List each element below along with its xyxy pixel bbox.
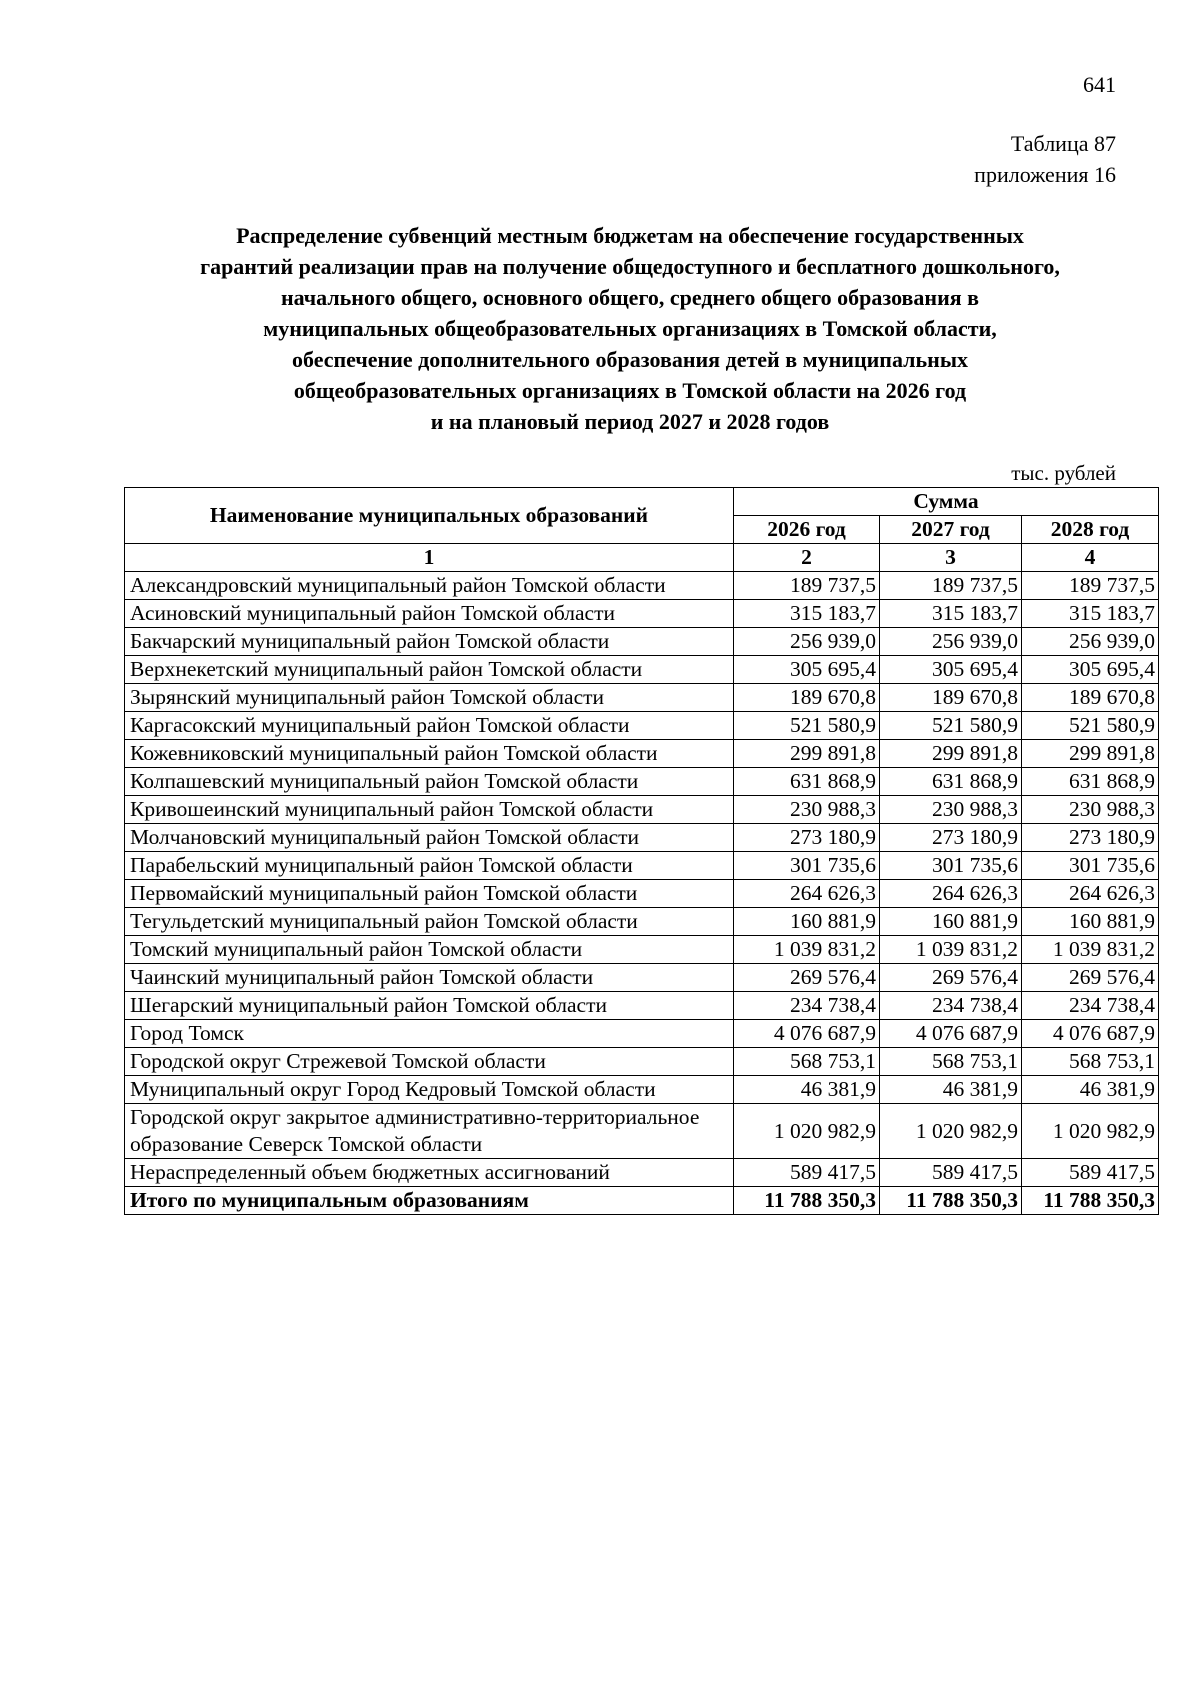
amount-cell-2028: 264 626,3	[1022, 880, 1159, 908]
amount-cell-2026: 269 576,4	[734, 964, 880, 992]
amount-cell-2026: 230 988,3	[734, 796, 880, 824]
column-number: 2	[734, 544, 880, 572]
amount-cell-2026: 46 381,9	[734, 1076, 880, 1104]
amount-cell-2027: 264 626,3	[880, 880, 1022, 908]
table-row	[125, 572, 1159, 600]
amount-cell-2026: 568 753,1	[734, 1048, 880, 1076]
municipality-name-cell: Кривошеинский муниципальный район Томской области	[125, 796, 734, 824]
amount-cell-2028: 160 881,9	[1022, 908, 1159, 936]
title-line: Распределение субвенций местным бюджетам на обеспечение государственных	[236, 223, 1024, 248]
total-label-cell: Итого по муниципальным образованиям	[125, 1187, 734, 1215]
header-year-2028: 2028 год	[1022, 516, 1159, 544]
amount-cell-2028: 1 020 982,9	[1022, 1104, 1159, 1159]
amount-cell-2027: 299 891,8	[880, 740, 1022, 768]
table-row	[125, 600, 1159, 628]
title-line: начального общего, основного общего, среднего общего образования в	[280, 285, 980, 310]
amount-cell-2026: 1 020 982,9	[734, 1104, 880, 1159]
municipality-name-cell: Муниципальный округ Город Кедровый Томской области	[125, 1076, 734, 1104]
amount-cell-2026: 631 868,9	[734, 768, 880, 796]
municipality-name-cell: Чаинский муниципальный район Томской области	[125, 964, 734, 992]
amount-cell-2028: 301 735,6	[1022, 852, 1159, 880]
amount-cell-2028: 631 868,9	[1022, 768, 1159, 796]
header-year-2027: 2027 год	[880, 516, 1022, 544]
table-row	[125, 796, 1159, 824]
subvention-table	[124, 487, 1159, 1215]
amount-cell-2027: 521 580,9	[880, 712, 1022, 740]
amount-cell-2027: 305 695,4	[880, 656, 1022, 684]
title-line: общеобразовательных организациях в Томской области на 2026 год	[293, 378, 967, 403]
table-header-row	[125, 488, 1159, 516]
header-municipality-name: Наименование муниципальных образований	[125, 488, 734, 544]
amount-cell-2027: 189 670,8	[880, 684, 1022, 712]
amount-cell-2027: 230 988,3	[880, 796, 1022, 824]
total-amount-cell-2026: 11 788 350,3	[734, 1187, 880, 1215]
municipality-name-cell: Первомайский муниципальный район Томской области	[125, 880, 734, 908]
municipality-name-cell: Городской округ закрытое административно-территориальное образование Северск Томской области	[125, 1104, 734, 1159]
amount-cell-2028: 521 580,9	[1022, 712, 1159, 740]
amount-cell-2028: 568 753,1	[1022, 1048, 1159, 1076]
amount-cell-2027: 46 381,9	[880, 1076, 1022, 1104]
amount-cell-2028: 273 180,9	[1022, 824, 1159, 852]
amount-cell-2026: 189 670,8	[734, 684, 880, 712]
page-number: 641	[1083, 72, 1116, 97]
amount-cell-2028: 189 737,5	[1022, 572, 1159, 600]
amount-cell-2027: 1 020 982,9	[880, 1104, 1022, 1159]
column-number: 4	[1022, 544, 1159, 572]
table-row	[125, 656, 1159, 684]
amount-cell-2027: 273 180,9	[880, 824, 1022, 852]
table-number: Таблица 87	[1010, 131, 1116, 156]
table-row	[125, 628, 1159, 656]
title-line: и на плановый период 2027 и 2028 годов	[430, 409, 830, 434]
title-line: муниципальных общеобразовательных организациях в Томской области,	[263, 316, 997, 341]
table-row	[125, 768, 1159, 796]
amount-cell-2027: 4 076 687,9	[880, 1020, 1022, 1048]
amount-cell-2027: 189 737,5	[880, 572, 1022, 600]
amount-cell-2027: 269 576,4	[880, 964, 1022, 992]
table-row	[125, 852, 1159, 880]
amount-cell-2026: 264 626,3	[734, 880, 880, 908]
amount-cell-2028: 256 939,0	[1022, 628, 1159, 656]
amount-cell-2027: 234 738,4	[880, 992, 1022, 1020]
amount-cell-2026: 301 735,6	[734, 852, 880, 880]
amount-cell-2027: 256 939,0	[880, 628, 1022, 656]
municipality-name-cell: Томский муниципальный район Томской области	[125, 936, 734, 964]
table-row	[125, 1048, 1159, 1076]
amount-cell-2028: 315 183,7	[1022, 600, 1159, 628]
amount-cell-2028: 46 381,9	[1022, 1076, 1159, 1104]
table-row	[125, 1076, 1159, 1104]
municipality-name-cell: Молчановский муниципальный район Томской области	[125, 824, 734, 852]
document-title	[100, 220, 1160, 437]
amount-cell-2026: 4 076 687,9	[734, 1020, 880, 1048]
amount-cell-2027: 160 881,9	[880, 908, 1022, 936]
title-line: гарантий реализации прав на получение общедоступного и бесплатного дошкольного,	[200, 254, 1060, 279]
table-row	[125, 1159, 1159, 1187]
amount-cell-2028: 299 891,8	[1022, 740, 1159, 768]
title-line: обеспечение дополнительного образования детей в муниципальных	[291, 347, 968, 372]
header-year-2026: 2026 год	[734, 516, 880, 544]
municipality-name-cell: Город Томск	[125, 1020, 734, 1048]
municipality-name-cell: Тегульдетский муниципальный район Томской области	[125, 908, 734, 936]
table-row	[125, 964, 1159, 992]
table-reference	[974, 128, 1116, 190]
amount-cell-2027: 301 735,6	[880, 852, 1022, 880]
amount-cell-2026: 189 737,5	[734, 572, 880, 600]
amount-cell-2028: 230 988,3	[1022, 796, 1159, 824]
table-row	[125, 936, 1159, 964]
amount-cell-2026: 234 738,4	[734, 992, 880, 1020]
units-label: тыс. рублей	[1011, 461, 1116, 485]
table-row	[125, 908, 1159, 936]
municipality-name-cell: Верхнекетский муниципальный район Томской области	[125, 656, 734, 684]
table-row	[125, 880, 1159, 908]
amount-cell-2028: 589 417,5	[1022, 1159, 1159, 1187]
amount-cell-2028: 269 576,4	[1022, 964, 1159, 992]
table-row	[125, 824, 1159, 852]
column-numbers-row	[125, 544, 1159, 572]
municipality-name-cell: Колпашевский муниципальный район Томской области	[125, 768, 734, 796]
amount-cell-2028: 189 670,8	[1022, 684, 1159, 712]
municipality-name-cell: Нераспределенный объем бюджетных ассигнований	[125, 1159, 734, 1187]
amount-cell-2026: 521 580,9	[734, 712, 880, 740]
municipality-name-cell: Парабельский муниципальный район Томской области	[125, 852, 734, 880]
total-amount-cell-2027: 11 788 350,3	[880, 1187, 1022, 1215]
table-row	[125, 684, 1159, 712]
municipality-name-cell: Кожевниковский муниципальный район Томской области	[125, 740, 734, 768]
appendix-number: приложения 16	[974, 162, 1116, 187]
amount-cell-2026: 256 939,0	[734, 628, 880, 656]
municipality-name-cell: Городской округ Стрежевой Томской области	[125, 1048, 734, 1076]
column-number: 3	[880, 544, 1022, 572]
header-sum: Сумма	[734, 488, 1159, 516]
amount-cell-2028: 4 076 687,9	[1022, 1020, 1159, 1048]
column-number: 1	[125, 544, 734, 572]
amount-cell-2026: 273 180,9	[734, 824, 880, 852]
table-row	[125, 740, 1159, 768]
amount-cell-2027: 631 868,9	[880, 768, 1022, 796]
amount-cell-2026: 315 183,7	[734, 600, 880, 628]
municipality-name-cell: Каргасокский муниципальный район Томской области	[125, 712, 734, 740]
table-row	[125, 1020, 1159, 1048]
amount-cell-2026: 160 881,9	[734, 908, 880, 936]
amount-cell-2027: 1 039 831,2	[880, 936, 1022, 964]
total-amount-cell-2028: 11 788 350,3	[1022, 1187, 1159, 1215]
total-row	[125, 1187, 1159, 1215]
amount-cell-2026: 1 039 831,2	[734, 936, 880, 964]
amount-cell-2027: 315 183,7	[880, 600, 1022, 628]
municipality-name-cell: Зырянский муниципальный район Томской области	[125, 684, 734, 712]
amount-cell-2028: 234 738,4	[1022, 992, 1159, 1020]
municipality-name-cell: Александровский муниципальный район Томской области	[125, 572, 734, 600]
municipality-name-cell: Шегарский муниципальный район Томской области	[125, 992, 734, 1020]
amount-cell-2027: 568 753,1	[880, 1048, 1022, 1076]
amount-cell-2026: 589 417,5	[734, 1159, 880, 1187]
amount-cell-2028: 305 695,4	[1022, 656, 1159, 684]
table-row	[125, 712, 1159, 740]
amount-cell-2026: 299 891,8	[734, 740, 880, 768]
table-row	[125, 992, 1159, 1020]
amount-cell-2027: 589 417,5	[880, 1159, 1022, 1187]
table-row	[125, 1104, 1159, 1159]
municipality-name-cell: Асиновский муниципальный район Томской области	[125, 600, 734, 628]
amount-cell-2028: 1 039 831,2	[1022, 936, 1159, 964]
amount-cell-2026: 305 695,4	[734, 656, 880, 684]
municipality-name-cell: Бакчарский муниципальный район Томской области	[125, 628, 734, 656]
